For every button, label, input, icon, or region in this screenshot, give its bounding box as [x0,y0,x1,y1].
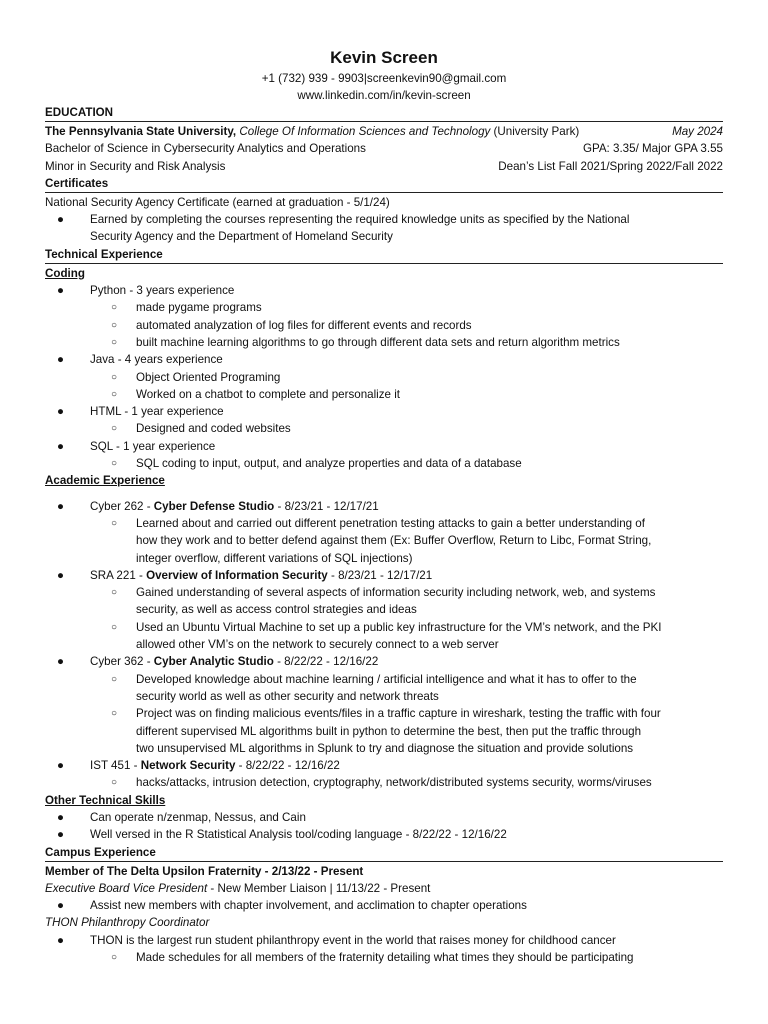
list-item-text: SQL - 1 year experience [90,439,216,453]
course-name: Overview of Information Security [146,568,328,582]
list-item-text: HTML - 1 year experience [90,405,224,419]
sub-bullet-icon: ○ [111,371,118,383]
course-item [45,498,723,515]
list-item-text: Developed knowledge about machine learning / artificial intelligence and what it has to offer to the [136,672,637,686]
sub-list-item [45,317,723,334]
technical-heading: Technical Experience [45,246,723,264]
list-item-text: two unsupervised ML algorithms in Splunk to try and diagnose the situation and provide solutions [136,741,634,755]
list-item-text: allowed other VM’s on the network to securely connect to a web server [136,638,499,652]
sub-bullet-icon: ○ [111,517,118,529]
degree: Bachelor of Science in Cybersecurity Analytics and Operations [45,142,366,156]
course-item [45,567,723,584]
course-dates: - 8/23/21 - 12/17/21 [274,499,379,513]
bullet-icon: ● [57,759,65,773]
course-code: Cyber 262 - [90,499,154,513]
education-heading: EDUCATION [45,104,723,122]
list-item-text: made pygame programs [136,301,262,315]
campus-org: Member of The Delta Upsilon Fraternity - 2/13/22 - Present [45,864,364,878]
sub-list-item [45,705,723,757]
sub-bullet-icon: ○ [111,458,118,470]
education-degree-row [45,140,723,157]
sub-bullet-icon: ○ [111,302,118,314]
course-item [45,653,723,670]
list-item-text: Java - 4 years experience [90,353,223,367]
list-item-text: THON is the largest run student philanthropy event in the world that raises money for childhood cancer [90,933,616,947]
list-item-text: Assist new members with chapter involvement, and acclimation to chapter operations [90,899,527,913]
sub-list-item [45,584,723,619]
sub-list-item [45,515,723,567]
list-item-text: Python - 3 years experience [90,284,235,298]
other-skills-heading: Other Technical Skills [45,793,166,807]
bullet-icon: ● [57,499,65,513]
campus-role-2: THON Philanthropy Coordinator [45,916,210,930]
sub-list-item [45,386,723,403]
role-details: - New Member Liaison | 11/13/22 - Present [207,881,431,895]
list-item-text: Used an Ubuntu Virtual Machine to set up a public key infrastructure for the VM’s network, and the PKI [136,620,662,634]
bullet-icon: ● [57,568,65,582]
campus-role-1 [45,880,723,897]
bullet-icon: ● [57,284,65,298]
list-item [45,826,723,843]
sub-list-item [45,455,723,472]
list-item [45,351,723,368]
gpa: GPA: 3.35/ Major GPA 3.55 [582,142,723,156]
course-code: Cyber 362 - [90,655,154,669]
sub-bullet-icon: ○ [111,319,118,331]
bullet-icon: ● [57,810,65,824]
course-item [45,757,723,774]
certificates-heading: Certificates [45,175,723,193]
sub-list-item [45,420,723,437]
sub-list-item [45,671,723,706]
bullet-icon: ● [57,405,65,419]
list-item-text: Made schedules for all members of the fraternity detailing what times they should be participating [136,951,634,965]
sub-bullet-icon: ○ [111,777,118,789]
sub-list-item [45,619,723,654]
list-item-text: Earned by completing the courses representing the required knowledge units as specified by the National [90,213,630,227]
list-item-text: Well versed in the R Statistical Analysis tool/coding language - 8/22/22 - 12/16/22 [90,828,507,842]
list-item-text: Object Oriented Programing [136,370,281,384]
sub-bullet-icon: ○ [111,673,118,685]
sub-bullet-icon: ○ [111,336,118,348]
deans-list: Dean’s List Fall 2021/Spring 2022/Fall 2022 [498,159,723,173]
list-item-text: built machine learning algorithms to go through different data sets and return algorithm metrics [136,335,620,349]
course-code: SRA 221 - [90,568,147,582]
bullet-icon: ● [57,439,65,453]
course-name: Cyber Analytic Studio [153,655,274,669]
certificate-title: National Security Agency Certificate (earned at graduation - 5/1/24) [45,195,390,209]
list-item-text: Worked on a chatbot to complete and personalize it [136,387,401,401]
education-minor-row [45,158,723,175]
bullet-icon: ● [57,353,65,367]
sub-bullet-icon: ○ [111,952,118,964]
list-item-text: automated analyzation of log files for different events and records [136,318,472,332]
sub-list-item [45,949,723,966]
sub-list-item [45,299,723,316]
campus-name: (University Park) [493,125,580,138]
list-item-text: Learned about and carried out different penetration testing attacks to gain a better understanding of [136,516,645,530]
list-item [45,932,723,949]
sub-bullet-icon: ○ [111,388,118,400]
list-item-text: security world as well as other security and network threats [136,689,439,703]
list-item-text: Designed and coded websites [136,422,291,436]
list-item-text: how they work and to better defend against them (Ex: Buffer Overflow, Return to Libc, Format String, [136,534,652,548]
bullet-icon: ● [57,828,65,842]
resume-header [45,48,723,104]
course-code: IST 451 - [90,759,141,773]
contact-line: +1 (732) 939 - 9903|screenkevin90@gmail.com [261,72,507,85]
candidate-name: Kevin Screen [330,48,438,67]
list-item-text: security, as well as access control strategies and ideas [136,603,417,617]
list-item-text: SQL coding to input, output, and analyze properties and data of a database [136,457,522,471]
bullet-icon: ● [57,213,65,227]
education-school-row [45,123,723,140]
list-item-text: Security Agency and the Department of Homeland Security [90,230,393,244]
list-item [45,282,723,299]
academic-heading: Academic Experience [45,474,165,488]
course-dates: - 8/23/21 - 12/17/21 [327,568,433,582]
sub-bullet-icon: ○ [111,621,118,633]
sub-bullet-icon: ○ [111,423,118,435]
course-name: Cyber Defense Studio [153,499,275,513]
list-item [45,403,723,420]
minor: Minor in Security and Risk Analysis [45,159,226,173]
list-item [45,809,723,826]
course-name: Network Security [140,759,236,773]
linkedin-url: www.linkedin.com/in/kevin-screen [297,89,471,102]
list-item-text: different supervised ML algorithms built in python to determine the best, then put the traffic through [136,724,642,738]
bullet-icon: ● [57,899,65,913]
graduation-date: May 2024 [672,125,723,138]
list-item-text: Can operate n/zenmap, Nessus, and Cain [90,810,306,824]
list-item [45,438,723,455]
school-name: The Pennsylvania State University, [45,125,237,138]
college-name: College Of Information Sciences and Technology [239,125,491,138]
role-title: Executive Board Vice President [45,881,208,895]
sub-list-item [45,774,723,791]
list-item-text: hacks/attacks, intrusion detection, cryptography, network/distributed systems security, worms/viruses [136,776,652,790]
bullet-icon: ● [57,655,65,669]
coding-heading: Coding [45,266,85,280]
sub-list-item [45,334,723,351]
list-item-text: integer overflow, different variations of SQL injections) [136,551,413,565]
course-dates: - 8/22/22 - 12/16/22 [235,759,340,773]
list-item-text: Project was on finding malicious events/files in a traffic capture in wireshark, testing the traffic with four [136,707,661,721]
sub-bullet-icon: ○ [111,708,118,720]
bullet-icon: ● [57,933,65,947]
sub-bullet-icon: ○ [111,587,118,599]
campus-heading: Campus Experience [45,844,723,862]
list-item [45,897,723,914]
course-dates: - 8/22/22 - 12/16/22 [273,655,379,669]
list-item [45,211,723,246]
sub-list-item [45,369,723,386]
list-item-text: Gained understanding of several aspects of information security including network, web, and systems [136,586,656,600]
